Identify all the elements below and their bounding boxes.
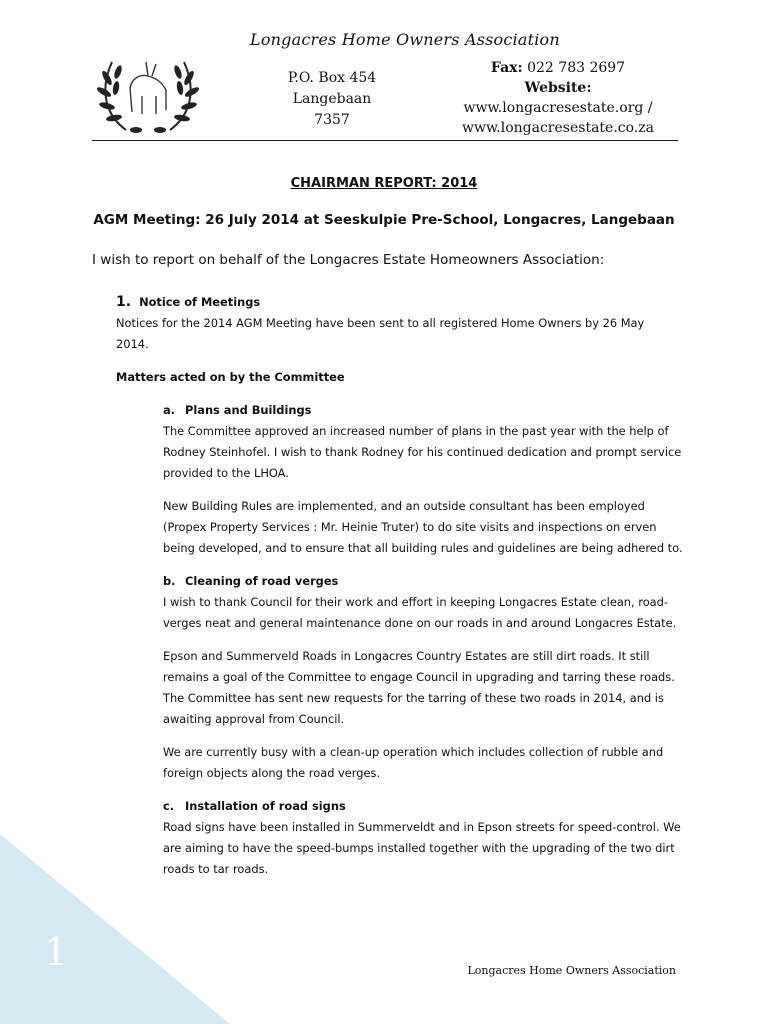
intro-text: I wish to report on behalf of the Longacres Estate Homeowners Association: (92, 252, 605, 268)
contact-block (438, 58, 678, 138)
agm-heading: AGM Meeting: 26 July 2014 at Seeskulpie Pre-School, Longacres, Langebaan (93, 212, 675, 228)
fax-value: 022 783 2697 (527, 60, 626, 76)
website-link-org[interactable]: www.longacresestate.org / (463, 100, 653, 116)
subsection-heading (163, 796, 683, 817)
subsection-road-signs (163, 796, 683, 880)
subsection-title: Plans and Buildings (185, 403, 312, 417)
report-body (116, 292, 683, 892)
subsection-heading (163, 400, 683, 421)
matters-heading: Matters acted on by the Committee (116, 370, 345, 384)
section-1-heading (116, 292, 676, 313)
town-line: Langebaan (292, 91, 372, 107)
website-label: Website: (524, 80, 592, 96)
fax-label: Fax: (490, 60, 523, 76)
website-link-coza[interactable]: www.longacresestate.co.za (462, 120, 654, 136)
postal-address (262, 68, 402, 131)
paragraph: New Building Rules are implemented, and an outside consultant has been employed (Propex Property Services : Mr. Heinie Truter) to do site visits and inspections on erven being developed, and to ensure that all building rules and guidelines are being adhered to. (163, 499, 683, 555)
subsection-plans (163, 400, 683, 559)
section-title: Notice of Meetings (139, 295, 261, 309)
association-logo-icon (96, 48, 200, 140)
org-title: Longacres Home Owners Association (250, 30, 560, 49)
postal-code-line: 7357 (314, 112, 350, 128)
paragraph: The Committee approved an increased number of plans in the past year with the help of Rodney Steinhofel. I wish to thank Rodney for his continued dedication and prompt service provided to the LHOA. (163, 424, 682, 480)
footer-org-name: Longacres Home Owners Association (467, 964, 676, 977)
report-title: CHAIRMAN REPORT: 2014 (290, 176, 478, 191)
subsection-heading (163, 571, 683, 592)
header-divider (92, 140, 678, 141)
section-number: 1. (116, 294, 132, 310)
subsection-letter: a. (163, 403, 176, 417)
subsection-letter: b. (163, 574, 176, 588)
paragraph: Road signs have been installed in Summerveldt and in Epson streets for speed-control. We are aiming to have the speed-bumps installed together with the upgrading of the two dirt roads to tar roads. (163, 820, 681, 876)
section-1-text: Notices for the 2014 AGM Meeting have been sent to all registered Home Owners by 26 May 2014. (116, 316, 645, 351)
subsection-letter: c. (163, 799, 175, 813)
paragraph: I wish to thank Council for their work and effort in keeping Longacres Estate clean, road-verges neat and general maintenance done on our roads in and around Longacres Estate. (163, 595, 677, 630)
subsection-road-verges (163, 571, 683, 784)
subsection-title: Cleaning of road verges (185, 574, 339, 588)
subsection-title: Installation of road signs (185, 799, 346, 813)
pobox-line: P.O. Box 454 (287, 70, 377, 86)
paragraph: Epson and Summerveld Roads in Longacres Country Estates are still dirt roads. It still remains a goal of the Committee to engage Council in upgrading and tarring these roads. The Committee has sent new requests for the tarring of these two roads in 2014, and is awaiting approval from Council. (163, 649, 675, 726)
page-number: 1 (44, 930, 69, 974)
paragraph: We are currently busy with a clean-up operation which includes collection of rubble and foreign objects along the road verges. (163, 745, 664, 780)
